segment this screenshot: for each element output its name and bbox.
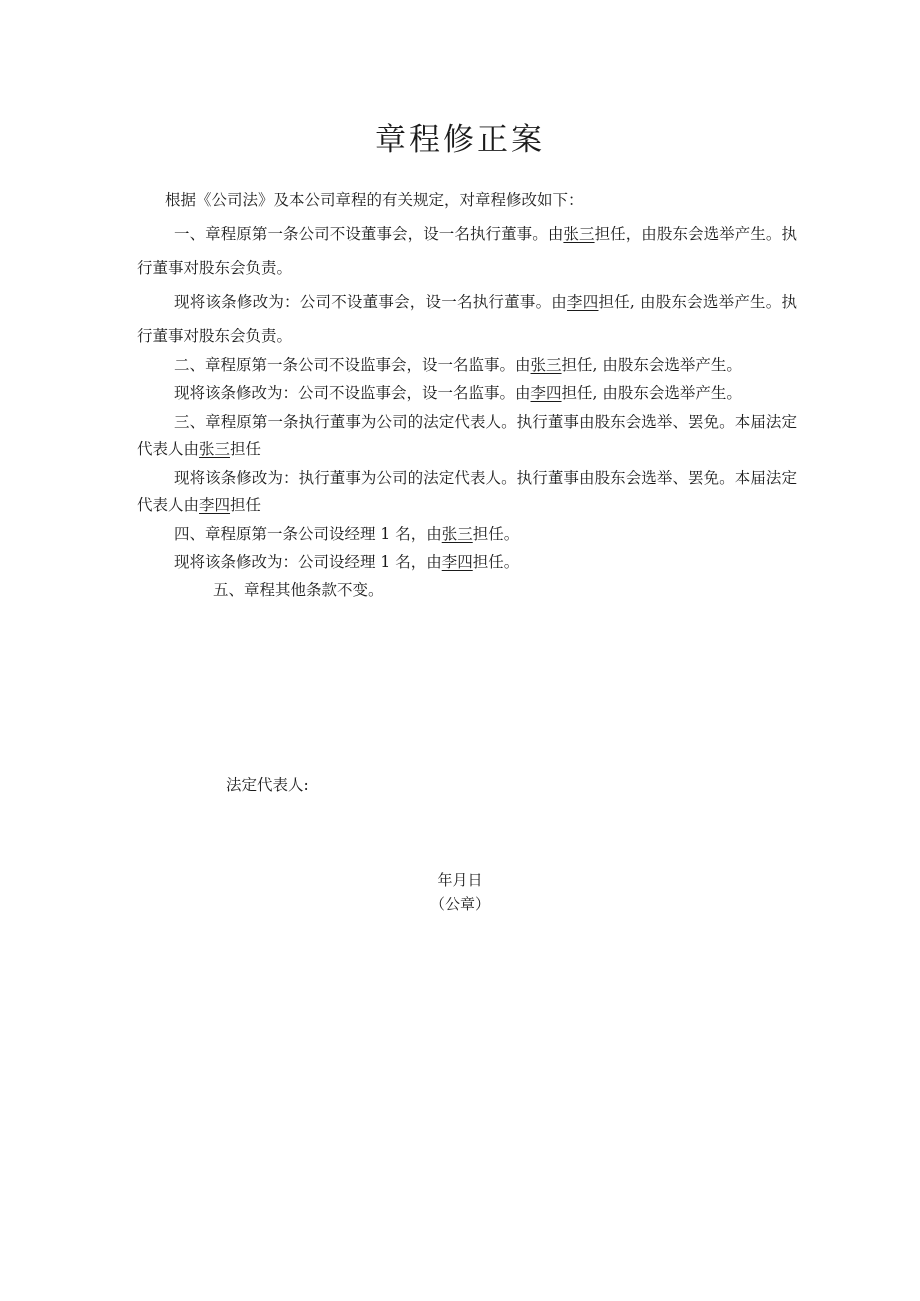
- item-4-amended-suffix: 担任。: [472, 553, 520, 571]
- item-4-amended-name: 李四: [441, 553, 473, 571]
- item-3-amended-name: 李四: [199, 496, 231, 514]
- item-3-original-prefix: 三、章程原第一条执行董事为公司的法定代表人。执行董事由股东会选举、罢免。本届法定代表人由: [137, 413, 797, 458]
- item-4-amended: [137, 549, 797, 576]
- item-2-original: [137, 352, 797, 379]
- item-1-original-name: 张三: [563, 225, 595, 243]
- item-2-original-suffix: 担任, 由股东会选举产生。: [561, 356, 742, 374]
- item-1-original-suffix: 担任，由股东会选举产生。执行董事对股东会负责。: [137, 225, 797, 277]
- item-4-original: [137, 521, 797, 548]
- item-3-original-suffix: 担任: [230, 440, 262, 458]
- item-3-amended-suffix: 担任: [230, 496, 262, 514]
- document-title: 章程修正案: [375, 122, 545, 158]
- closing-paragraph: 五、章程其他条款不变。: [213, 581, 384, 599]
- item-1-original: [137, 217, 797, 285]
- seal-label: （公章）: [429, 895, 490, 913]
- item-2-original-name: 张三: [530, 356, 562, 374]
- item-3-original-name: 张三: [199, 440, 231, 458]
- item-2-amended-suffix: 担任, 由股东会选举产生。: [561, 384, 742, 402]
- item-3-amended-prefix: 现将该条修改为：执行董事为公司的法定代表人。执行董事由股东会选举、罢免。本届法定代表人由: [137, 469, 797, 514]
- item-2-original-prefix: 二、章程原第一条公司不设监事会，设一名监事。由: [174, 356, 531, 374]
- item-1-amended-suffix: 担任, 由股东会选举产生。执行董事对股东会负责。: [137, 293, 797, 345]
- intro-paragraph: 根据《公司法》及本公司章程的有关规定，对章程修改如下：: [165, 191, 584, 209]
- item-1-amended: [137, 285, 797, 353]
- item-2-amended: [137, 380, 797, 407]
- signature-label: 法定代表人:: [226, 776, 309, 794]
- item-2-amended-name: 李四: [530, 384, 562, 402]
- item-4-original-suffix: 担任。: [472, 525, 520, 543]
- item-3-amended: [137, 465, 797, 519]
- item-1-original-prefix: 一、章程原第一条公司不设董事会，设一名执行董事。由: [174, 225, 564, 243]
- item-1-amended-name: 李四: [567, 293, 599, 311]
- item-3-original: [137, 409, 797, 463]
- date-label: 年月日: [437, 871, 483, 889]
- item-4-original-prefix: 四、章程原第一条公司设经理 1 名，由: [174, 525, 442, 543]
- item-4-amended-prefix: 现将该条修改为：公司设经理 1 名，由: [174, 553, 442, 571]
- item-2-amended-prefix: 现将该条修改为：公司不设监事会，设一名监事。由: [174, 384, 531, 402]
- item-4-original-name: 张三: [441, 525, 473, 543]
- item-1-amended-prefix: 现将该条修改为：公司不设董事会，设一名执行董事。由: [174, 293, 568, 311]
